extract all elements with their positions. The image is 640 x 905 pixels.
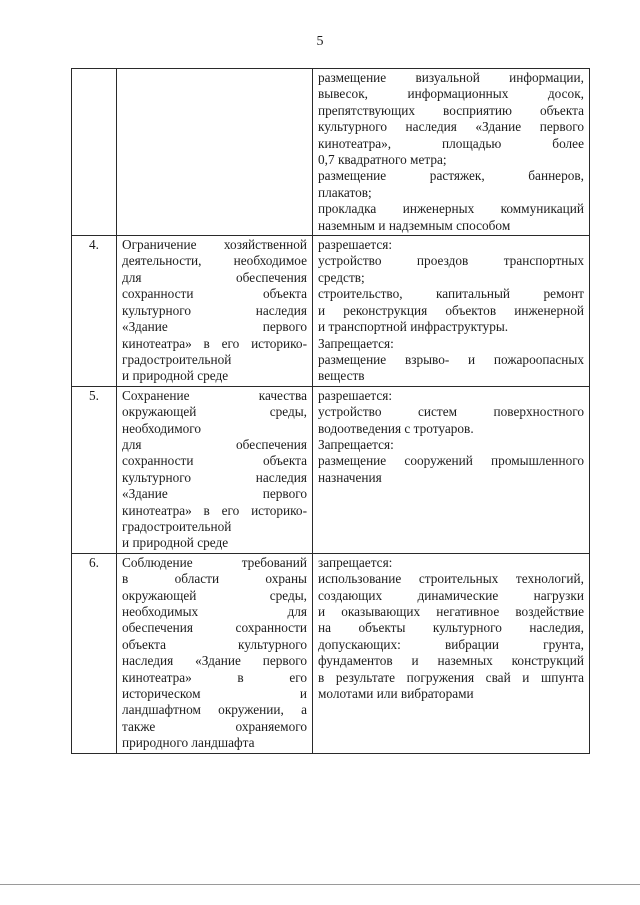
requirement-cell	[117, 553, 313, 753]
regime-text-line: и транспортной инфраструктуры.	[318, 319, 509, 335]
requirement-text-line: и природной среде	[122, 368, 229, 384]
requirement-text-line: «Здание первого	[122, 319, 307, 335]
regime-cell	[313, 553, 590, 753]
requirement-text-line: историческом и	[122, 686, 307, 702]
regime-text-line: на объекты культурного наследия,	[318, 620, 584, 636]
regime-table-body	[72, 69, 590, 754]
regime-text-line: назначения	[318, 469, 382, 485]
requirement-cell	[117, 236, 313, 387]
requirement-text-line: Соблюдение требований	[122, 554, 307, 570]
regime-text-line: использование строительных технологий,	[318, 571, 584, 587]
regime-text-line: молотами или вибраторами	[318, 686, 474, 702]
requirement-text-line: сохранности объекта	[122, 453, 307, 469]
requirement-text-line: деятельности, необходимое	[122, 253, 307, 269]
regime-text-line: размещение взрыво- и пожароопасных	[318, 351, 584, 367]
regime-text-line: плакатов;	[318, 184, 372, 200]
regime-text-line: 0,7 квадратного метра;	[318, 152, 447, 168]
requirement-text-line: в области охраны	[122, 571, 307, 587]
requirement-text-line: объекта культурного	[122, 636, 307, 652]
row-number: 5.	[72, 386, 117, 553]
requirement-text-line: также охраняемого	[122, 718, 307, 734]
requirement-text-line: градостроительной	[122, 351, 232, 367]
row-number	[72, 69, 117, 236]
requirement-text-line: кинотеатра» в его	[122, 669, 307, 685]
requirement-cell	[117, 69, 313, 236]
regime-text-line: разрешается:	[318, 237, 393, 253]
requirement-text-line: Сохранение качества	[122, 387, 307, 403]
regime-text-line: средств;	[318, 269, 365, 285]
regime-cell	[313, 236, 590, 387]
requirement-text-line: «Здание первого	[122, 486, 307, 502]
requirement-text-line: ландшафтном окружении, а	[122, 702, 307, 718]
regime-text-line: кинотеатра», площадью более	[318, 135, 584, 151]
regime-text-line: запрещается:	[318, 554, 393, 570]
requirement-text-line: необходимого	[122, 420, 202, 436]
regime-text-line: разрешается:	[318, 387, 393, 403]
scan-bottom-edge	[0, 884, 640, 885]
regime-text-line: устройство систем поверхностного	[318, 404, 584, 420]
requirement-text-line: окружающей среды,	[122, 404, 307, 420]
requirement-text-line: кинотеатра» в его историко-	[122, 335, 307, 351]
regime-text-line: наземным и надземным способом	[318, 217, 511, 233]
regime-text-line: в результате погружения свай и шпунта	[318, 669, 584, 685]
page-number: 5	[316, 34, 324, 49]
regime-text-line: и реконструкция объектов инженерной	[318, 302, 584, 318]
regime-text-line: Запрещается:	[318, 436, 394, 452]
regime-text-line: строительство, капитальный ремонт	[318, 286, 584, 302]
regime-text-line: и оказывающих негативное воздействие	[318, 604, 584, 619]
requirement-text-line: природного ландшафта	[122, 735, 255, 751]
regime-text-line: препятствующих восприятию объекта	[318, 102, 584, 118]
requirement-text-line: Ограничение хозяйственной	[122, 237, 307, 253]
requirement-text-line: культурного наследия	[122, 302, 307, 318]
requirement-text-line: сохранности объекта	[122, 286, 307, 302]
regime-table	[71, 68, 590, 754]
regime-text-line: Запрещается:	[318, 335, 394, 351]
table-row	[72, 553, 590, 753]
regime-text-line: размещение сооружений промышленного	[318, 453, 584, 469]
regime-text-line: веществ	[318, 368, 365, 384]
regime-text-line: устройство проездов транспортных	[318, 253, 584, 269]
requirement-text-line: обеспечения сохранности	[122, 620, 307, 636]
requirement-text-line: кинотеатра» в его историко-	[122, 502, 307, 518]
table-row	[72, 69, 590, 236]
regime-text-line: размещение визуальной информации,	[318, 70, 584, 85]
regime-text-line: создающих динамические нагрузки	[318, 587, 584, 603]
table-row	[72, 236, 590, 387]
regime-text-line: водоотведения с тротуаров.	[318, 420, 474, 436]
requirement-text-line: для обеспечения	[122, 436, 307, 452]
requirement-text-line: окружающей среды,	[122, 587, 307, 603]
regime-text-line: фундаментов и наземных конструкций	[318, 653, 584, 669]
requirement-cell	[117, 386, 313, 553]
requirement-text-line: для обеспечения	[122, 269, 307, 285]
requirement-text-line: градостроительной	[122, 518, 232, 534]
table-row	[72, 386, 590, 553]
regime-text-line: вывесок, информационных досок,	[318, 86, 584, 102]
regime-cell	[313, 386, 590, 553]
row-number: 6.	[72, 553, 117, 753]
regime-text-line: культурного наследия «Здание первого	[318, 119, 584, 135]
regime-text-line: допускающих: вибрации грунта,	[318, 636, 584, 652]
requirement-text-line: и природной среде	[122, 535, 229, 551]
regime-text-line: размещение растяжек, баннеров,	[318, 168, 584, 184]
requirement-text-line: необходимых для	[122, 604, 307, 619]
requirement-text-line: наследия «Здание первого	[122, 653, 307, 669]
regime-cell	[313, 69, 590, 236]
row-number: 4.	[72, 236, 117, 387]
requirement-text-line: культурного наследия	[122, 469, 307, 485]
regime-text-line: прокладка инженерных коммуникаций	[318, 201, 584, 217]
